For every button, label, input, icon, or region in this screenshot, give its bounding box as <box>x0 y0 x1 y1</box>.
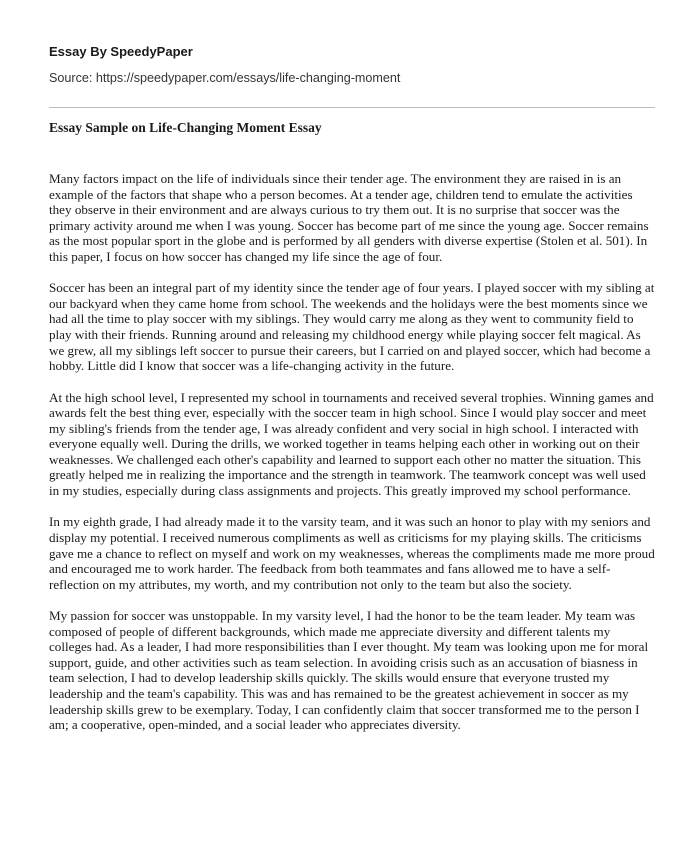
essay-paragraph: In my eighth grade, I had already made it to the varsity team, and it was such an honor to play with my seniors and display my potential. I received numerous compliments as well as criticisms for my playing skills. The criticisms gave me a chance to reflect on myself and work on my weaknesses, whereas the compliments made me more proud and encouraged me to work harder. The feedback from both teammates and fans allowed me to have a self-reflection on my attributes, my worth, and my contribution not only to the team but also the society. <box>49 514 655 592</box>
essay-title: Essay Sample on Life-Changing Moment Essay <box>49 120 322 135</box>
header-divider <box>49 107 655 108</box>
document-source: Source: https://speedypaper.com/essays/life-changing-moment <box>49 71 401 85</box>
essay-paragraph: My passion for soccer was unstoppable. In my varsity level, I had the honor to be the team leader. My team was composed of people of different backgrounds, which made me appreciate diversity and different talents my colleges had. As a leader, I had more responsibilities than I ever thought. My team was looking upon me for moral support, guide, and other activities such as team selection. In avoiding crisis such as an accusation of biasness in team selection, I had to develop leadership skills quickly. The skills would ensure that everyone trusted my leadership and the team's capability. This was and has remained to be the greatest achievement in soccer as my leadership skills grew to be exemplary. Today, I can confidently claim that soccer transformed me to the person I am; a cooperative, open-minded, and a social leader who appreciates diversity. <box>49 608 649 733</box>
essay-body <box>49 171 655 748</box>
essay-paragraph: Soccer has been an integral part of my identity since the tender age of four years. I played soccer with my sibling at our backyard when they came home from school. The weekends and the holidays were the best moments since we had all the time to play soccer with my siblings. They would carry me along as they went to community field to play with their friends. Running around and releasing my childhood energy while playing soccer felt magical. As we grew, all my siblings left soccer to pursue their careers, but I carried on and played soccer, which had become a hobby. Little did I know that soccer was a life-changing activity in the future. <box>49 280 655 374</box>
document-header-title: Essay By SpeedyPaper <box>49 44 193 59</box>
essay-paragraph: At the high school level, I represented my school in tournaments and received several trophies. Winning games and awards felt the best thing ever, especially with the soccer team in high school. Since I would play soccer and meet my sibling's friends from the tender age, I was already confident and very social in high school. I interacted with everyone equally well. During the drills, we worked together in teams helping each other in working out on their weaknesses. We challenged each other's capability and learned to support each other no matter the situation. This greatly helped me in realizing the importance and the strength in teamwork. The teamwork concept was well used in my studies, especially during class assignments and projects. This greatly improved my school performance. <box>49 389 654 499</box>
essay-paragraph: Many factors impact on the life of individuals since their tender age. The environment they are raised in is an example of the factors that shape who a person becomes. At a tender age, children tend to emulate the activities they observe in their environment and are always curious to try them out. It is no surprise that soccer was the primary activity around me when I was young. Soccer has become part of me since the young age. Soccer remains as the most popular sport in the globe and is performed by all genders with diverse expertise (Stolen et al. 501). In this paper, I focus on how soccer has changed my life since the age of four. <box>49 171 649 264</box>
